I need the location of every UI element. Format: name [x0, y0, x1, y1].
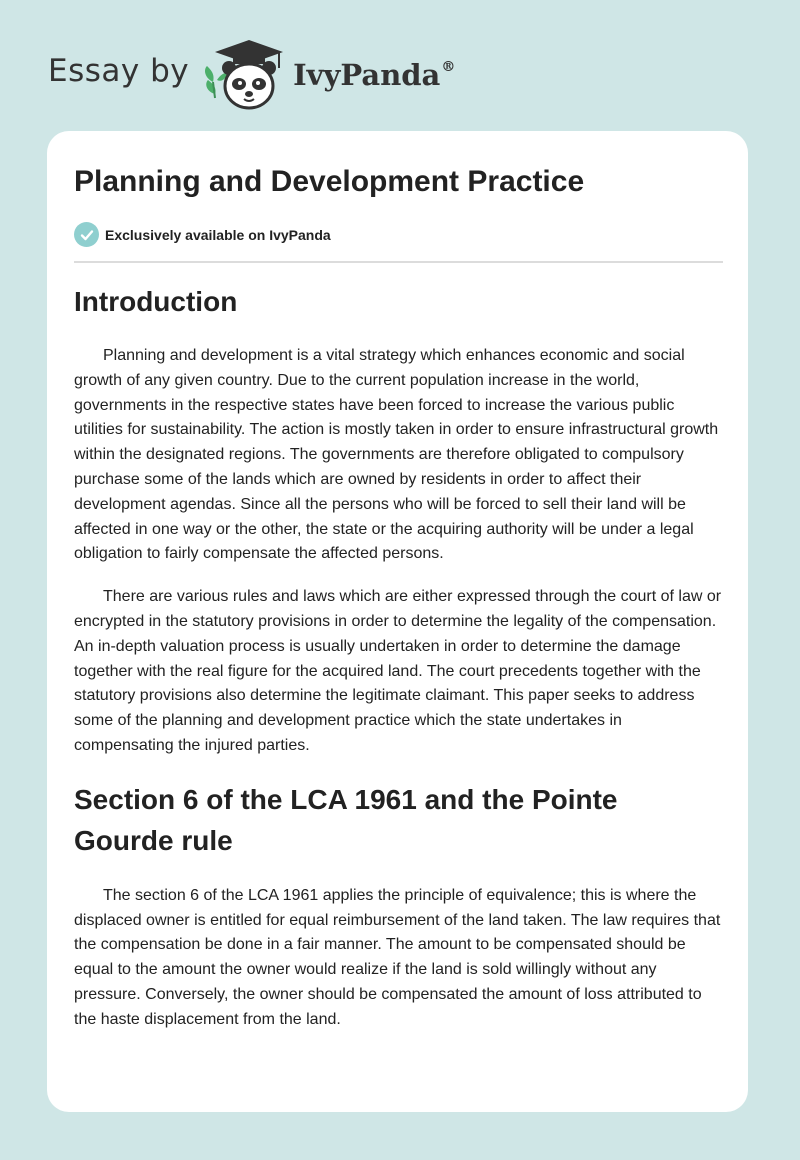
- essay-by-label: Essay by: [48, 53, 190, 89]
- site-header: [48, 34, 455, 114]
- page-title: Planning and Development Practice: [74, 165, 585, 198]
- paragraph: Planning and development is a vital strategy which enhances economic and social growth of any given country. Due to the current population increase in the world, governments in the respective states have been forced to increase the various public utilities for sustainability. The action is mostly taken in order to ensure infrastructural growth within the designated regions. The governments are therefore obligated to compulsory purchase some of the lands which are owned by residents in order to affect their development agendas. Since all the persons who will be forced to sell their land will be affected in one way or the other, the state or the acquiring authority will be under a legal obligation to fairly compensate the affected persons.: [74, 347, 719, 563]
- brand-name[interactable]: IvyPanda®: [293, 58, 456, 92]
- registered-mark: ®: [441, 59, 456, 75]
- section-heading: Section 6 of the LCA 1961 and the Pointe Gourde rule: [74, 783, 618, 856]
- section-heading: Introduction: [74, 286, 238, 317]
- check-circle-icon: [74, 222, 99, 247]
- badge-label: Exclusively available on IvyPanda: [105, 226, 331, 243]
- paragraph: There are various rules and laws which are either expressed through the court of law or encrypted in the statutory provisions in order to determine the legality of the compensation. An in-depth valuation process is usually undertaken in order to determine the damage together with the real figure for the acquired land. The court precedents together with the statutory provisions also determine the legitimate claimant. This paper seeks to address some of the planning and development practice which the state undertakes in compensating the injured parties.: [74, 588, 722, 754]
- exclusive-badge: [74, 222, 331, 247]
- paragraph: The section 6 of the LCA 1961 applies the principle of equivalence; this is where the displaced owner is entitled for equal reimbursement of the land taken. The law requires that the compensation be done in a fair manner. The amount to be compensated should be equal to the amount the owner would realize if the land is sold willingly without any pressure. Conversely, the owner should be compensated the amount of loss attributed to the haste displacement from the land.: [74, 886, 721, 1028]
- panda-graduation-cap-icon[interactable]: [199, 34, 291, 114]
- title-divider: [74, 261, 723, 263]
- essay-card: [47, 131, 748, 1112]
- essay-body: [74, 281, 724, 1033]
